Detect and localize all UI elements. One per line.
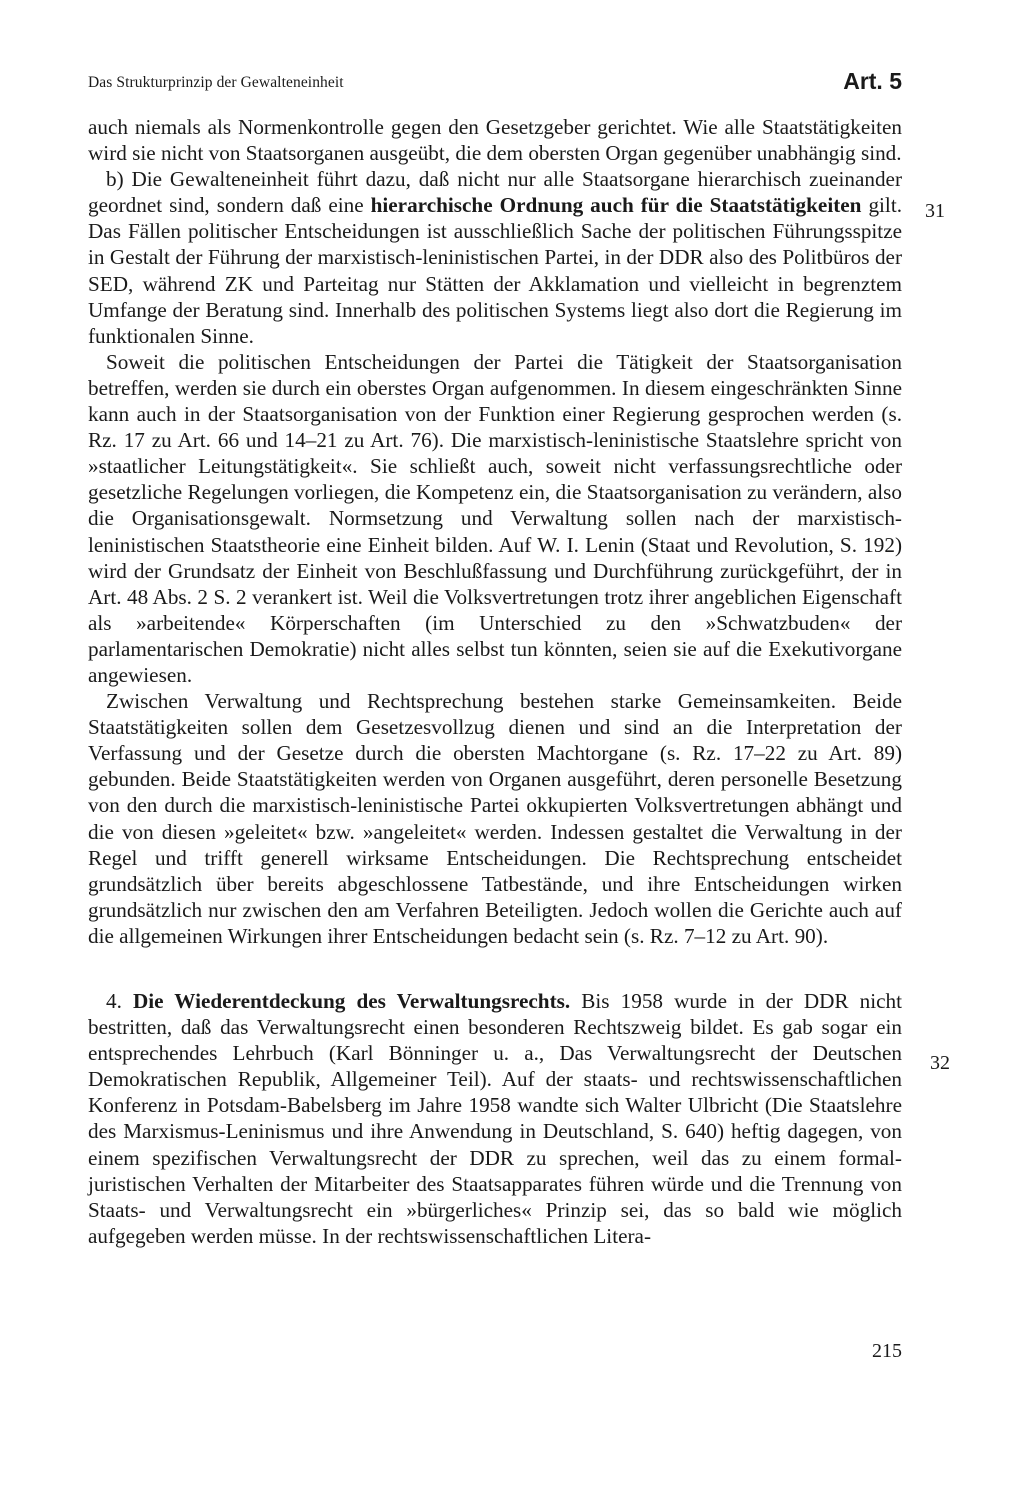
paragraph-hierarchy xyxy=(88,166,902,349)
paragraph-rediscovery xyxy=(88,988,902,1249)
running-head: Das Strukturprinzip der Gewalteneinheit xyxy=(88,74,344,91)
margin-number-32: 32 xyxy=(930,1052,950,1074)
paragraph-hierarchy-bold: hierarchische Ordnung auch für die Staatstätigkeiten xyxy=(370,193,862,218)
paragraph-continuation: auch niemals als Normenkontrolle gegen den Gesetzgeber gerichtet. Wie alle Staatstätigkeiten wird sie nicht von Staatsorganen ausgeübt, die dem obersten Organ gegenüber unabhängig sind. xyxy=(88,115,902,166)
paragraph-rediscovery-prefix: 4. xyxy=(106,989,133,1013)
paragraph-political-decisions: Soweit die politischen Entscheidungen der Partei die Tätigkeit der Staatsorganisation betreffen, werden sie durch ein oberstes Organ aufgenommen. In diesem eingeschränkten Sinne kann auch in der Staatsorganisation von der Funktion einer Regierung gesprochen werden (s. Rz. 17 zu Art. 66 und 14–21 zu Art. 76). Die marxistisch-leninistische Staatslehre spricht von »staatlicher Leitungstätigkeit«. Sie schließt auch, soweit nicht verfassungsrechtliche oder gesetzliche Regelungen vorliegen, die Kompetenz ein, die Staatsorganisation zu verändern, also die Organisationsgewalt. Normsetzung und Verwaltung sollen nach der marxistisch-leninistischen Staatstheorie eine Einheit bilden. Auf W. I. Lenin (Staat und Revolution, S. 192) wird der Grundsatz der Einheit von Beschlußfassung und Durchführung zurückgeführt, der in Art. 48 Abs. 2 S. 2 verankert ist. Weil die Volksvertretungen trotz ihrer angeblichen Eigenschaft als »arbeitende« Körperschaften (im Unterschied zu den »Schwatzbuden« der parlamentarischen Demokratie) nicht alles selbst tun könnten, seien sie auf die Exekutivorgane angewiesen. xyxy=(88,349,902,687)
margin-number-31: 31 xyxy=(925,200,945,222)
section-gap xyxy=(88,949,902,988)
page-number: 215 xyxy=(872,1340,902,1362)
paragraph-administration-jurisdiction: Zwischen Verwaltung und Rechtsprechung bestehen starke Gemeinsamkeiten. Beide Staatstätigkeiten sollen dem Gesetzesvollzug dienen und sind an die Interpretation der Verfassung und der Gesetze durch die obersten Machtorgane (s. Rz. 17–22 zu Art. 89) gebunden. Beide Staatstätigkeiten werden von Organen ausgeführt, deren personelle Besetzung von den durch die marxistisch-leninistische Partei okkupierten Volksvertretungen abhängt und die von diesen »geleitet« bzw. »angeleitet« werden. Indessen gestaltet die Verwaltung in der Regel und trifft generell wirksame Entscheidungen. Die Rechtsprechung entscheidet grundsätzlich über bereits abgeschlossene Tatbestände, und ihre Entscheidungen wirken grundsätzlich nur zwischen den am Verfahren Beteiligten. Jedoch wollen die Gerichte auch auf die allgemeinen Wirkungen ihrer Entscheidungen bedacht sein (s. Rz. 7–12 zu Art. 90). xyxy=(88,689,902,948)
paragraph-rediscovery-suffix: Bis 1958 wurde in der DDR nicht bestritten, daß das Verwaltungsrecht einen besonderen Rechtszweig bildet. Es gab sogar ein entsprechendes Lehrbuch (Karl Bönninger u. a., Das Verwaltungsrecht der Deutschen Demokratischen Republik, Allgemeiner Teil). Auf der staats- und rechtswissenschaftlichen Konferenz in Potsdam-Babelsberg im Jahre 1958 wandte sich Walter Ulbricht (Die Staatslehre des Marxismus-Leninismus und ihre Anwendung in Deutschland, S. 640) heftig dagegen, von einem spezifischen Verwaltungsrecht der DDR zu sprechen, weil das zu einem formal-juristischen Verhalten der Mitarbeiter des Staatsapparates führen würde und die Trennung von Staats- und Verwaltungsrecht ein »bürgerliches« Prinzip sei, das so bald wie möglich aufgegeben werden müsse. In der rechtswissenschaftlichen Litera- xyxy=(88,989,902,1248)
article-label: Art. 5 xyxy=(843,68,902,94)
body-text xyxy=(88,114,902,1249)
paragraph-hierarchy-suffix: gilt. Das Fällen politischer Entscheidungen ist ausschließlich Sache der politischen Führungsspitze in Gestalt der Führung der marxistisch-leninistischen Partei, in der DDR also des Politbüros der SED, während ZK und Parteitag nur Stätten der Akklamation und vielleicht in begrenztem Umfange der Beratung sind. Innerhalb des politischen Systems liegt also dort die Regierung im funktionalen Sinne. xyxy=(88,193,902,348)
section-heading-rediscovery: Die Wiederentdeckung des Verwaltungsrechts. xyxy=(132,989,571,1013)
paragraph-hierarchy-prefix: b) Die Gewalteneinheit führt dazu, daß nicht nur alle Staatsorgane hierarchisch zueinander geordnet sind, sondern daß eine xyxy=(88,167,902,218)
